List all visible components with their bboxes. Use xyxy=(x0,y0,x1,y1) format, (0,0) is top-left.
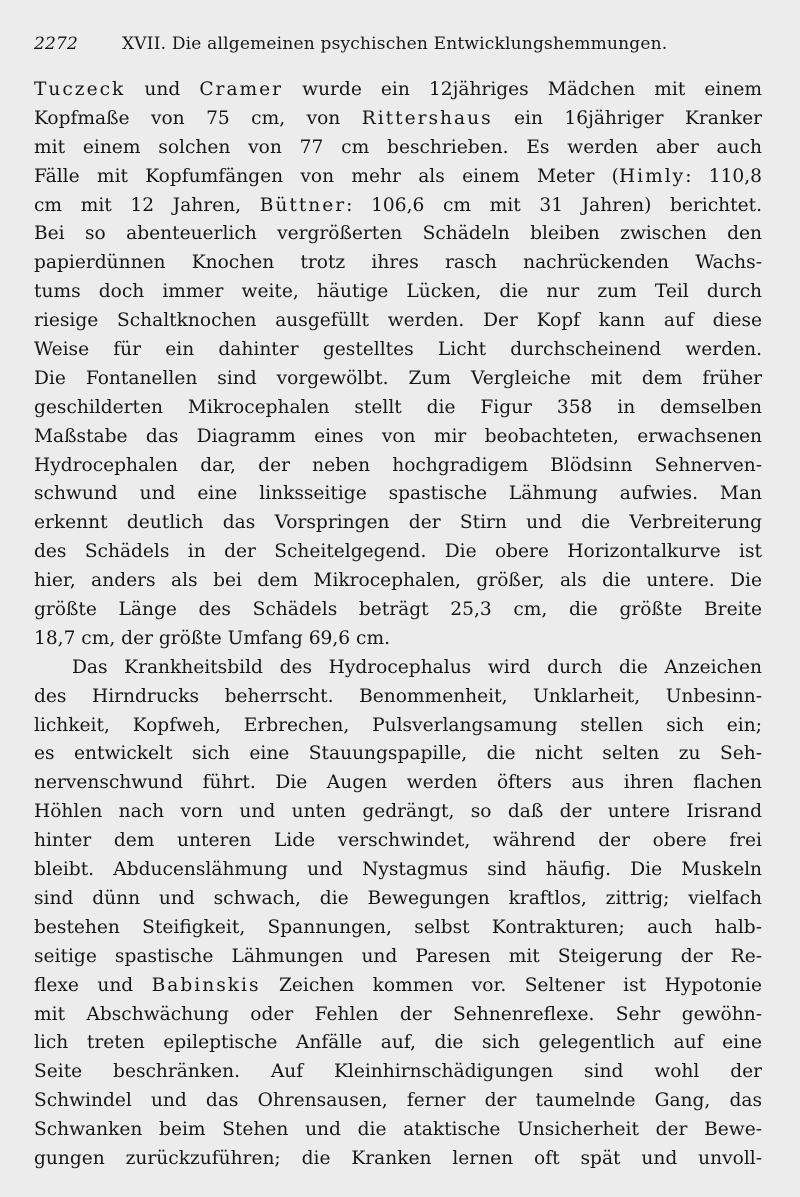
text-segment: Das Krankheitsbild des Hydrocephalus wird durch die Anzeichen xyxy=(72,656,762,678)
text-segment: tums doch immer weite, häutige Lücken, die nur zum Teil durch xyxy=(34,281,762,303)
text-segment: Seite beschränken. Auf Kleinhirnschädigungen sind wohl der xyxy=(34,1061,762,1083)
text-line xyxy=(34,712,762,741)
text-segment: sind dünn und schwach, die Bewegungen kraftlos, zittrig; vielfach xyxy=(34,887,762,909)
text-segment: schwund und eine linksseitige spastische Lähmung aufwies. Man xyxy=(34,483,762,505)
text-line xyxy=(34,1029,762,1058)
text-segment: des Hirndrucks beherrscht. Benommenheit, Unklarheit, Unbesinn- xyxy=(34,685,762,707)
text-segment: ein 16jähriger Kranker xyxy=(492,107,762,129)
text-segment: : 110,8 xyxy=(685,165,762,187)
text-segment: mit einem solchen von 77 cm beschrieben. Es werden aber auch xyxy=(34,136,762,158)
text-segment: flexe und xyxy=(34,974,152,996)
text-line xyxy=(34,885,762,914)
text-segment: bestehen Steifigkeit, Spannungen, selbst Kontrakturen; auch halb- xyxy=(34,916,762,938)
text-line xyxy=(34,509,762,538)
text-line xyxy=(34,827,762,856)
text-line xyxy=(34,1087,762,1116)
text-line xyxy=(34,336,762,365)
spaced-name: Büttner xyxy=(259,194,347,216)
text-segment: Kopfmaße von 75 cm, von xyxy=(34,107,362,129)
text-segment: mit Abschwächung oder Fehlen der Sehnenreflexe. Sehr gewöhn- xyxy=(34,1003,762,1025)
text-line xyxy=(34,683,762,712)
text-segment: 18,7 cm, der größte Umfang 69,6 cm. xyxy=(34,627,390,649)
text-line xyxy=(34,365,762,394)
text-segment: geschilderten Mikrocephalen stellt die Figur 358 in demselben xyxy=(34,396,762,418)
text-line xyxy=(34,943,762,972)
text-line xyxy=(34,972,762,1001)
text-segment: cm mit 12 Jahren, xyxy=(34,194,260,216)
text-line xyxy=(34,740,762,769)
text-segment: nervenschwund führt. Die Augen werden öfters aus ihren flachen xyxy=(34,772,762,794)
text-segment: lichkeit, Kopfweh, Erbrechen, Pulsverlangsamung stellen sich ein; xyxy=(34,714,762,736)
text-segment: papierdünnen Knochen trotz ihres rasch nachrückenden Wachs- xyxy=(34,252,762,274)
spaced-name: Cramer xyxy=(199,79,284,100)
spaced-name: Himly xyxy=(618,165,686,187)
text-segment: seitige spastische Lähmungen und Paresen mit Steigerung der Re- xyxy=(34,945,762,967)
text-line xyxy=(34,249,762,278)
spaced-name: Babinskis xyxy=(151,974,261,996)
text-segment: es entwickelt sich eine Stauungspapille, die nicht selten zu Seh- xyxy=(34,743,762,765)
text-line xyxy=(34,192,762,221)
text-segment: wurde ein 12jähriges Mädchen mit einem xyxy=(283,79,762,100)
text-line xyxy=(34,1001,762,1030)
text-segment: hinter dem unteren Lide verschwindet, während der obere frei xyxy=(34,830,762,852)
page-header xyxy=(34,34,764,60)
text-segment: Schwindel und das Ohrensausen, ferner der taumelnde Gang, das xyxy=(34,1090,762,1112)
text-segment: Höhlen nach vorn und unten gedrängt, so daß der untere Irisrand xyxy=(34,801,762,823)
spaced-name: Tuczeck xyxy=(34,79,126,100)
text-line xyxy=(34,163,762,192)
text-line xyxy=(34,1058,762,1087)
text-line xyxy=(34,307,762,336)
text-line xyxy=(34,567,762,596)
text-segment: Schwanken beim Stehen und die ataktische Unsicherheit der Bewe- xyxy=(34,1119,762,1141)
text-segment: lich treten epileptische Anfälle auf, die sich gelegentlich auf eine xyxy=(34,1032,762,1054)
text-line xyxy=(34,423,762,452)
text-segment: : 106,6 cm mit 31 Jahren) berichtet. xyxy=(346,194,762,216)
text-line xyxy=(34,105,762,134)
text-line xyxy=(34,538,762,567)
text-line xyxy=(34,220,762,249)
text-line xyxy=(34,1145,762,1174)
text-line xyxy=(34,856,762,885)
text-line xyxy=(34,394,762,423)
text-line xyxy=(34,1116,762,1145)
text-line xyxy=(34,596,762,625)
text-line xyxy=(34,654,762,683)
text-line xyxy=(34,769,762,798)
running-title: XVII. Die allgemeinen psychischen Entwicklungshemmungen. xyxy=(122,34,668,54)
text-line xyxy=(34,625,762,654)
text-segment: bleibt. Abducenslähmung und Nystagmus sind häufig. Die Muskeln xyxy=(34,859,762,881)
text-segment: gungen zurückzuführen; die Kranken lernen oft spät und unvoll- xyxy=(34,1147,762,1169)
spaced-name: Rittershaus xyxy=(361,107,493,129)
text-line xyxy=(34,76,762,105)
text-segment: riesige Schaltknochen ausgefüllt werden. Der Kopf kann auf diese xyxy=(34,310,762,332)
text-line xyxy=(34,452,762,481)
body-text xyxy=(34,76,762,1174)
text-line xyxy=(34,480,762,509)
text-segment: Maßstabe das Diagramm eines von mir beobachteten, erwachsenen xyxy=(34,425,762,447)
text-line xyxy=(34,798,762,827)
text-segment: größte Länge des Schädels beträgt 25,3 cm, die größte Breite xyxy=(34,599,762,621)
page-number: 2272 xyxy=(34,34,79,54)
text-segment: und xyxy=(125,79,200,100)
text-line xyxy=(34,278,762,307)
text-segment: Fälle mit Kopfumfängen von mehr als einem Meter ( xyxy=(34,165,619,187)
text-segment: Die Fontanellen sind vorgewölbt. Zum Vergleiche mit dem früher xyxy=(34,367,762,389)
text-line xyxy=(34,134,762,163)
text-segment: Bei so abenteuerlich vergrößerten Schädeln bleiben zwischen den xyxy=(34,223,762,245)
text-segment: des Schädels in der Scheitelgegend. Die obere Horizontalkurve ist xyxy=(34,541,762,563)
text-line xyxy=(34,914,762,943)
text-segment: Zeichen kommen vor. Seltener ist Hypotonie xyxy=(260,974,762,996)
text-segment: erkennt deutlich das Vorspringen der Stirn und die Verbreiterung xyxy=(34,512,762,534)
text-segment: Hydrocephalen dar, der neben hochgradigem Blödsinn Sehnerven- xyxy=(34,454,762,476)
text-segment: hier, anders als bei dem Mikrocephalen, größer, als die untere. Die xyxy=(34,570,762,592)
text-segment: Weise für ein dahinter gestelltes Licht durchscheinend werden. xyxy=(34,339,762,361)
